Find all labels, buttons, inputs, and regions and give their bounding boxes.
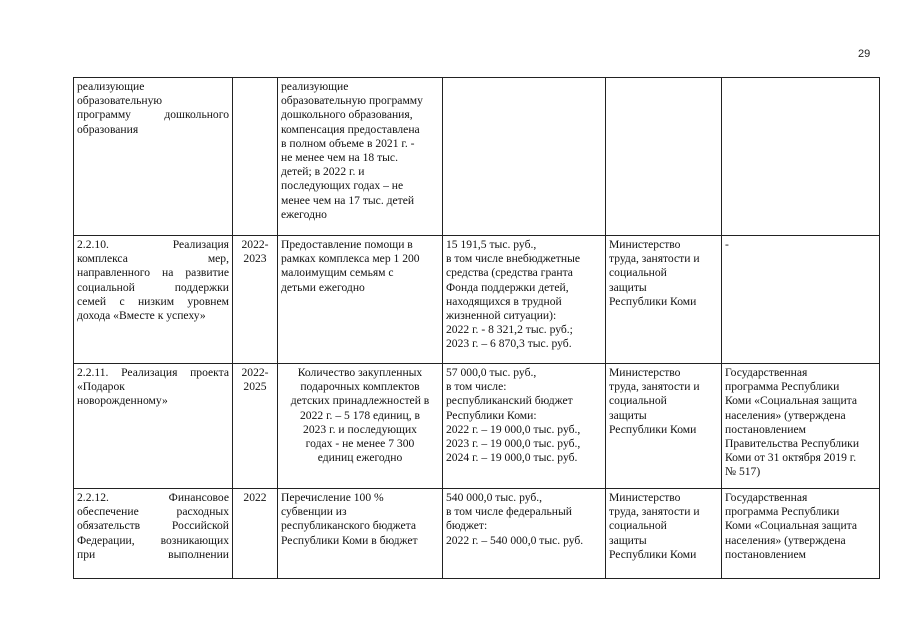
text-line: ежегодно (281, 207, 327, 221)
text-line: Республики Коми в бюджет (281, 533, 418, 547)
text-line: жизненной ситуации): (446, 309, 557, 323)
executor-cell (606, 78, 722, 236)
measures-table (73, 77, 880, 579)
text-line: образовательную (77, 94, 163, 108)
text-line: при выполнении (77, 547, 229, 561)
text-line: труда, занятости и (609, 252, 700, 266)
text-line: № 517) (725, 465, 761, 479)
text-line: новорожденному» (77, 394, 168, 408)
text-line: реализующие (77, 80, 145, 93)
program-cell (722, 364, 880, 489)
text-line: детей; в 2022 г. и (281, 165, 365, 179)
program-cell (722, 78, 880, 236)
indicator-cell (278, 489, 443, 579)
program-cell (722, 236, 880, 364)
measure-cell (74, 78, 233, 236)
text-line: Перечисление 100 % (281, 491, 384, 504)
text-line: последующих годах – не (281, 179, 404, 193)
text-line: находящихся в трудной (446, 294, 562, 308)
text-line: Республики Коми (609, 547, 697, 561)
text-line: программа Республики (725, 380, 840, 394)
measure-cell (74, 489, 233, 579)
text-line: 2022- (241, 238, 269, 251)
funding-cell (443, 236, 606, 364)
text-line: Министерство (609, 366, 681, 379)
text-line: населения» (утверждена (725, 408, 846, 422)
text-line: не менее чем на 18 тыс. (281, 151, 398, 165)
text-line: социальной поддержки (77, 280, 229, 294)
text-line: социальной (609, 394, 667, 408)
text-line: населения» (утверждена (725, 533, 846, 547)
text-line: 2.2.10. Реализация (77, 238, 229, 251)
text-line: социальной (609, 266, 667, 280)
text-line: малоимущим семьям с (281, 266, 394, 280)
text-line: рамках комплекса мер 1 200 (281, 252, 420, 266)
text-line: в том числе внебюджетные (446, 252, 581, 266)
text-line: 2.2.12. Финансовое (77, 491, 229, 504)
text-line: 2023 (243, 252, 267, 266)
text-line: обеспечение расходных (77, 505, 229, 519)
text-line: дохода «Вместе к успеху» (77, 309, 206, 323)
text-line: 2023 г. – 6 870,3 тыс. руб. (446, 337, 572, 351)
text-line: 2023 г. и последующих (303, 422, 417, 436)
text-line: защиты (609, 280, 647, 294)
text-line: в том числе: (446, 380, 507, 394)
text-line: 2023 г. – 19 000,0 тыс. руб., (446, 437, 581, 451)
text-line: постановлением (725, 422, 806, 436)
text-line: Количество закупленных (297, 366, 423, 379)
table-row (74, 364, 880, 489)
text-line: направленного на развитие (77, 266, 229, 280)
text-line: в том числе федеральный (446, 505, 572, 519)
table-row (74, 236, 880, 364)
years-cell (233, 489, 278, 579)
indicator-cell (278, 78, 443, 236)
text-line: 2022- (241, 366, 269, 379)
text-line: Коми «Социальная защита (725, 519, 858, 533)
text-line: средства (средства гранта (446, 266, 573, 280)
executor-cell (606, 236, 722, 364)
text-line: комплекса мер, (77, 252, 229, 266)
text-line: бюджет: (446, 519, 488, 533)
text-line: 2022 г. – 19 000,0 тыс. руб., (446, 422, 581, 436)
text-line: 15 191,5 тыс. руб., (446, 238, 537, 251)
text-line: труда, занятости и (609, 505, 700, 519)
text-line: труда, занятости и (609, 380, 700, 394)
text-line: 2022 г. – 5 178 единиц, в (300, 408, 420, 422)
years-cell (233, 236, 278, 364)
funding-cell (443, 78, 606, 236)
text-line: Правительства Республики (725, 437, 860, 451)
text-line: образовательную программу (281, 94, 423, 108)
executor-cell (606, 489, 722, 579)
text-line: 2.2.11. Реализация проекта (77, 366, 229, 379)
text-line: Министерство (609, 238, 681, 251)
text-line: 540 000,0 тыс. руб., (446, 491, 543, 504)
funding-cell (443, 364, 606, 489)
measure-cell (74, 364, 233, 489)
text-line: дошкольного образования, (281, 108, 413, 122)
executor-cell (606, 364, 722, 489)
years-cell (233, 78, 278, 236)
text-line: республиканского бюджета (281, 519, 417, 533)
text-line: республиканский бюджет (446, 394, 573, 408)
text-line: Республики Коми: (446, 408, 537, 422)
text-line: годах - не менее 7 300 (305, 437, 415, 451)
text-line: защиты (609, 533, 647, 547)
text-line: постановлением (725, 547, 806, 561)
text-line: Министерство (609, 491, 681, 504)
text-line: программа Республики (725, 505, 840, 519)
page-number: 29 (858, 48, 871, 60)
text-line: Фонда поддержки детей, (446, 280, 569, 294)
text-line: Республики Коми (609, 294, 697, 308)
text-line: компенсация предоставлена (281, 122, 420, 136)
text-line: социальной (609, 519, 667, 533)
text-line: реализующие (281, 80, 349, 93)
text-line: Государственная (725, 366, 808, 379)
text-line: семей с низким уровнем (77, 294, 229, 308)
text-line: 2022 г. – 540 000,0 тыс. руб. (446, 533, 584, 547)
indicator-cell (278, 364, 443, 489)
table-row (74, 78, 880, 236)
text-line: - (725, 238, 729, 251)
years-cell (233, 364, 278, 489)
text-line: детских принадлежностей в (290, 394, 430, 408)
text-line: Федерации, возникающих (77, 533, 229, 547)
indicator-cell (278, 236, 443, 364)
program-cell (722, 489, 880, 579)
text-line: Республики Коми (609, 422, 697, 436)
text-line: менее чем на 17 тыс. детей (281, 193, 415, 207)
text-line: Коми от 31 октября 2019 г. (725, 451, 857, 465)
text-line: Государственная (725, 491, 808, 504)
text-line: Коми «Социальная защита (725, 394, 858, 408)
text-line: 2024 г. – 19 000,0 тыс. руб. (446, 451, 578, 465)
text-line: обязательств Российской (77, 519, 229, 533)
text-line: субвенции из (281, 505, 347, 519)
text-line: «Подарок (77, 380, 125, 394)
text-line: 2025 (243, 380, 267, 394)
funding-cell (443, 489, 606, 579)
text-line: Предоставление помощи в (281, 238, 413, 251)
text-line: 2022 (243, 491, 267, 504)
text-line: программу дошкольного (77, 108, 229, 122)
text-line: образования (77, 122, 139, 136)
text-line: 57 000,0 тыс. руб., (446, 366, 537, 379)
text-line: детьми ежегодно (281, 280, 365, 294)
text-line: 2022 г. - 8 321,2 тыс. руб.; (446, 323, 573, 337)
text-line: в полном объеме в 2021 г. - (281, 136, 415, 150)
text-line: защиты (609, 408, 647, 422)
text-line: единиц ежегодно (317, 451, 403, 465)
measure-cell (74, 236, 233, 364)
table-row (74, 489, 880, 579)
text-line: подарочных комплектов (300, 380, 420, 394)
